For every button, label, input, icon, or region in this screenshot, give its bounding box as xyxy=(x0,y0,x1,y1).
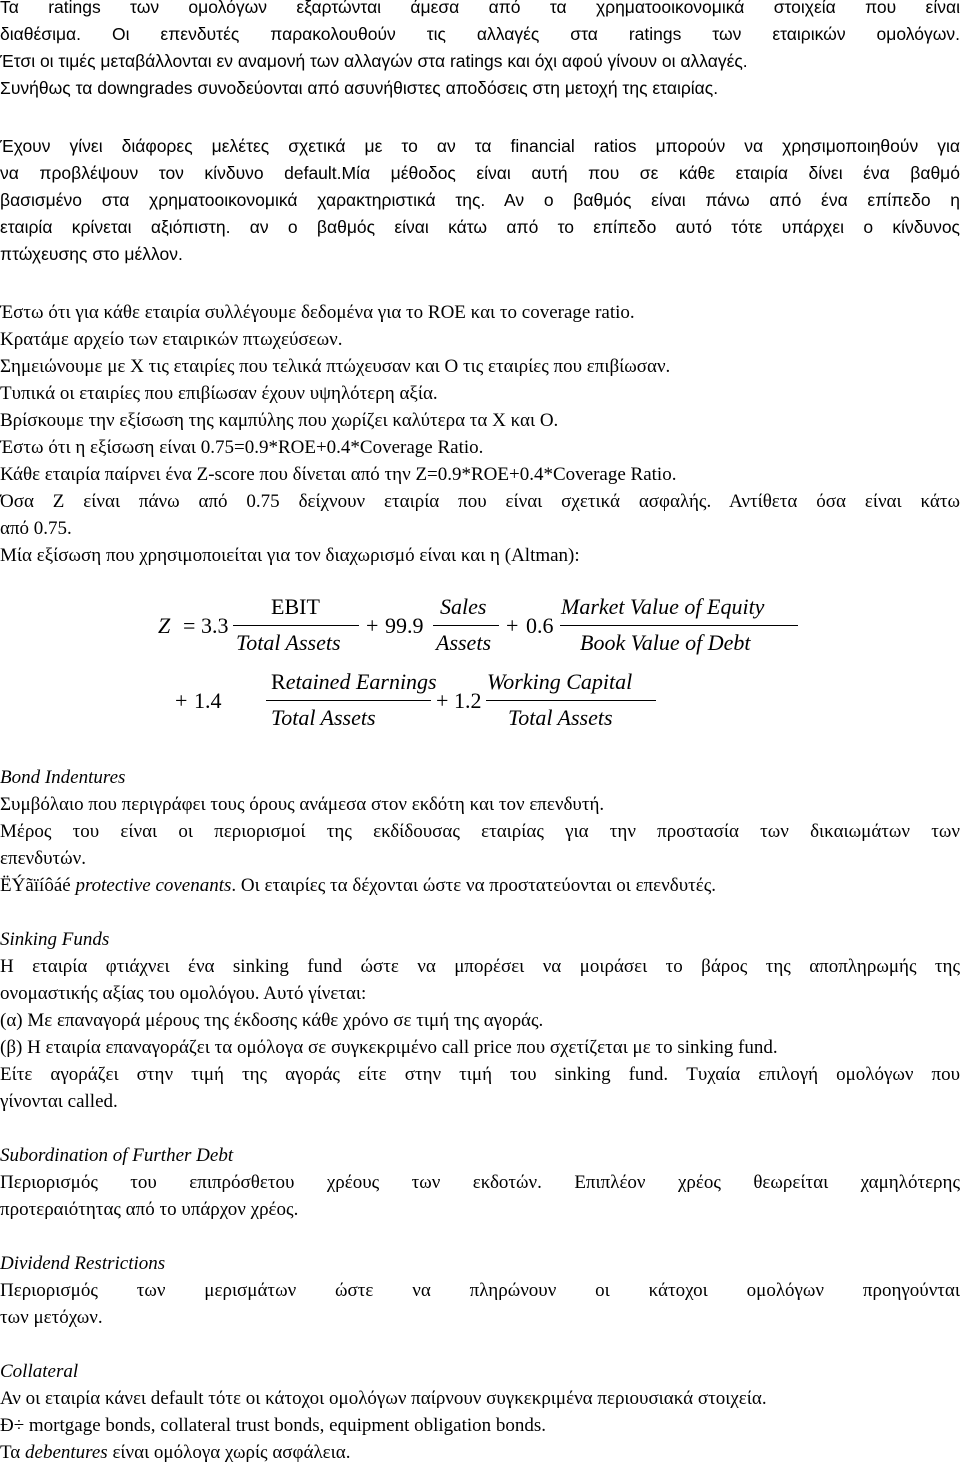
text-line: Συμβόλαιο που περιγράφει τους όρους ανάμεσα στον εκδότη και τον επενδυτή. xyxy=(0,794,605,815)
formula-num-retained-earnings: Retained Earnings xyxy=(271,669,437,694)
text-line: Έστω ότι η εξίσωση είναι 0.75=0.9*ROE+0.4*Coverage Ratio. xyxy=(0,437,484,458)
section-subordination xyxy=(0,1142,960,1223)
text-line: (β) Η εταιρία επαναγοράζει τα ομόλογα σε συγκεκριμένο call price που σχετίζεται με το sinking fund. xyxy=(0,1037,778,1058)
text-line: Κάθε εταιρία παίρνει ένα Z-score που δίνεται από την Z=0.9*ROE+0.4*Coverage Ratio. xyxy=(0,464,677,485)
formula-plus: + xyxy=(366,613,379,638)
formula-num-ebit: EBIT xyxy=(271,594,320,619)
text-line: πτώχευσης στο μέλλον. xyxy=(0,244,183,264)
text-line: Περιορισμός των μερισμάτων ώστε να πληρώνουν οι κάτοχοι ομολόγων προηγούνται xyxy=(0,1280,960,1301)
text-line: βασισμένο στα χρηματοοικονομικά χαρακτηριστικά της. Αν ο βαθμός είναι πάνω από ένα επίπεδο η xyxy=(0,190,960,210)
text-line: εταιρία κρίνεται αξιόπιστη. αν ο βαθμός είναι κάτω από το επίπεδο αυτό τότε υπάρχει ο κίνδυνος xyxy=(0,217,960,237)
text-line: προτεραιότητας από το υπάρχον χρέος. xyxy=(0,1199,299,1220)
fraction-bar xyxy=(560,625,798,626)
formula-num-sales: Sales xyxy=(440,594,487,619)
formula-den-total-assets: Total Assets xyxy=(236,630,341,655)
text-line: Περιορισμός του επιπρόσθετου χρέους των εκδοτών. Επιπλέον χρέος θεωρείται χαμηλότερης xyxy=(0,1172,960,1193)
text-line: Μέρος του είναι οι περιορισμοί της εκδίδουσας εταιρίας για την προστασία των δικαιωμάτων των xyxy=(0,821,960,842)
text-line: Βρίσκουμε την εξίσωση της καμπύλης που χωρίζει καλύτερα τα Χ και Ο. xyxy=(0,410,559,431)
text-line: Τα debentures είναι ομόλογα χωρίς ασφάλεια. xyxy=(0,1442,351,1463)
text-line: Μία εξίσωση που χρησιμοποιείται για τον διαχωρισμό είναι και η (Altman): xyxy=(0,545,580,566)
text-line: Έτσι οι τιμές μεταβάλλονται εν αναμονή των αλλαγών στα ratings και όχι αφού γίνουν οι αλλαγές. xyxy=(0,51,748,71)
formula-coef-1: 3.3 xyxy=(201,613,229,638)
section-heading: Dividend Restrictions xyxy=(0,1253,166,1274)
text-line: των μετόχων. xyxy=(0,1307,103,1328)
formula-num-market-value: Market Value of Equity xyxy=(561,594,765,619)
fraction-bar xyxy=(233,625,359,626)
text-line: Αν οι εταιρία κάνει default τότε οι κάτοχοι ομολόγων παίρνουν συγκεκριμένα περιουσιακά στοιχεία. xyxy=(0,1388,767,1409)
section-sinking-funds xyxy=(0,926,960,1115)
fraction-bar xyxy=(486,700,656,701)
paragraph-z-score xyxy=(0,299,960,569)
text-line: Συνήθως τα downgrades συνοδεύονται από ασυνήθιστες αποδόσεις στη μετοχή της εταιρίας. xyxy=(0,78,719,98)
section-bond-indentures xyxy=(0,764,960,899)
text-line: γίνονται called. xyxy=(0,1091,118,1112)
formula-den-total-assets: Total Assets xyxy=(508,705,613,730)
fraction-bar xyxy=(433,625,499,626)
formula-coef-5: 1.2 xyxy=(454,688,482,713)
formula-den-book-value: Book Value of Debt xyxy=(580,630,751,655)
section-heading: Subordination of Further Debt xyxy=(0,1145,234,1166)
altman-z-formula xyxy=(0,590,960,750)
text-line: να προβλέψουν τον κίνδυνο default.Μία μέθοδος είναι αυτή που σε κάθε εταιρία δίνει ένα βαθμό xyxy=(0,163,960,183)
formula-z: Z xyxy=(158,613,171,638)
text-line: Τυπικά οι εταιρίες που επιβίωσαν έχουν υψηλότερη αξία. xyxy=(0,383,438,404)
text-line: επενδυτών. xyxy=(0,848,86,869)
section-heading: Bond Indentures xyxy=(0,767,126,788)
formula-plus: + xyxy=(436,688,449,713)
formula-coef-2: 99.9 xyxy=(385,613,424,638)
formula-coef-4: 1.4 xyxy=(194,688,222,713)
formula-num-working-capital: Working Capital xyxy=(487,669,633,694)
section-collateral xyxy=(0,1358,960,1466)
intro-paragraph-ratings xyxy=(0,0,960,102)
text-line: Σημειώνουμε με Χ τις εταιρίες που τελικά πτώχευσαν και Ο τις εταιρίες που επιβίωσαν. xyxy=(0,356,671,377)
formula-equals: = xyxy=(183,613,196,638)
formula-plus: + xyxy=(506,613,519,638)
formula-den-assets: Assets xyxy=(436,630,491,655)
text-line: ËÝãïíôáé protective covenants. Οι εταιρίες τα δέχονται ώστε να προστατεύονται οι επενδυτές. xyxy=(0,875,716,896)
text-line: (α) Με επαναγορά μέρους της έκδοσης κάθε χρόνο σε τιμή της αγοράς. xyxy=(0,1010,544,1031)
section-heading: Sinking Funds xyxy=(0,929,110,950)
text-line: Έχουν γίνει διάφορες μελέτες σχετικά με το αν τα financial ratios μπορούν να χρησιμοποιηθούν για xyxy=(0,136,960,156)
text-line: διαθέσιμα. Οι επενδυτές παρακολουθούν τις αλλαγές στα ratings των εταιρικών ομολόγων. xyxy=(0,24,960,44)
text-line: ονομαστικής αξίας του ομολόγου. Αυτό γίνεται: xyxy=(0,983,367,1004)
paragraph-financial-ratios xyxy=(0,133,960,268)
section-heading: Collateral xyxy=(0,1361,79,1382)
formula-plus: + xyxy=(175,688,188,713)
text-line: Κρατάμε αρχείο των εταιρικών πτωχεύσεων. xyxy=(0,329,343,350)
text-line: Είτε αγοράζει στην τιμή της αγοράς είτε στην τιμή του sinking fund. Τυχαία επιλογή ομολόγων που xyxy=(0,1064,960,1085)
text-line: Ð÷ mortgage bonds, collateral trust bonds, equipment obligation bonds. xyxy=(0,1415,547,1436)
fraction-bar xyxy=(266,700,431,701)
section-dividend-restrictions xyxy=(0,1250,960,1331)
formula-coef-3: 0.6 xyxy=(526,613,554,638)
text-line: Έστω ότι για κάθε εταιρία συλλέγουμε δεδομένα για το ROE και το coverage ratio. xyxy=(0,302,635,323)
text-line: Τα ratings των ομολόγων εξαρτώνται άμεσα από τα χρηματοοικονομικά στοιχεία που είναι xyxy=(0,0,960,17)
text-line: Η εταιρία φτιάχνει ένα sinking fund ώστε να μπορέσει να μοιράσει το βάρος της αποπληρωμής της xyxy=(0,956,960,977)
formula-den-total-assets: Total Assets xyxy=(271,705,376,730)
text-line: Όσα Z είναι πάνω από 0.75 δείχνουν εταιρία που είναι σχετικά ασφαλής. Αντίθετα όσα είναι κάτω xyxy=(0,491,960,512)
text-line: από 0.75. xyxy=(0,518,72,539)
